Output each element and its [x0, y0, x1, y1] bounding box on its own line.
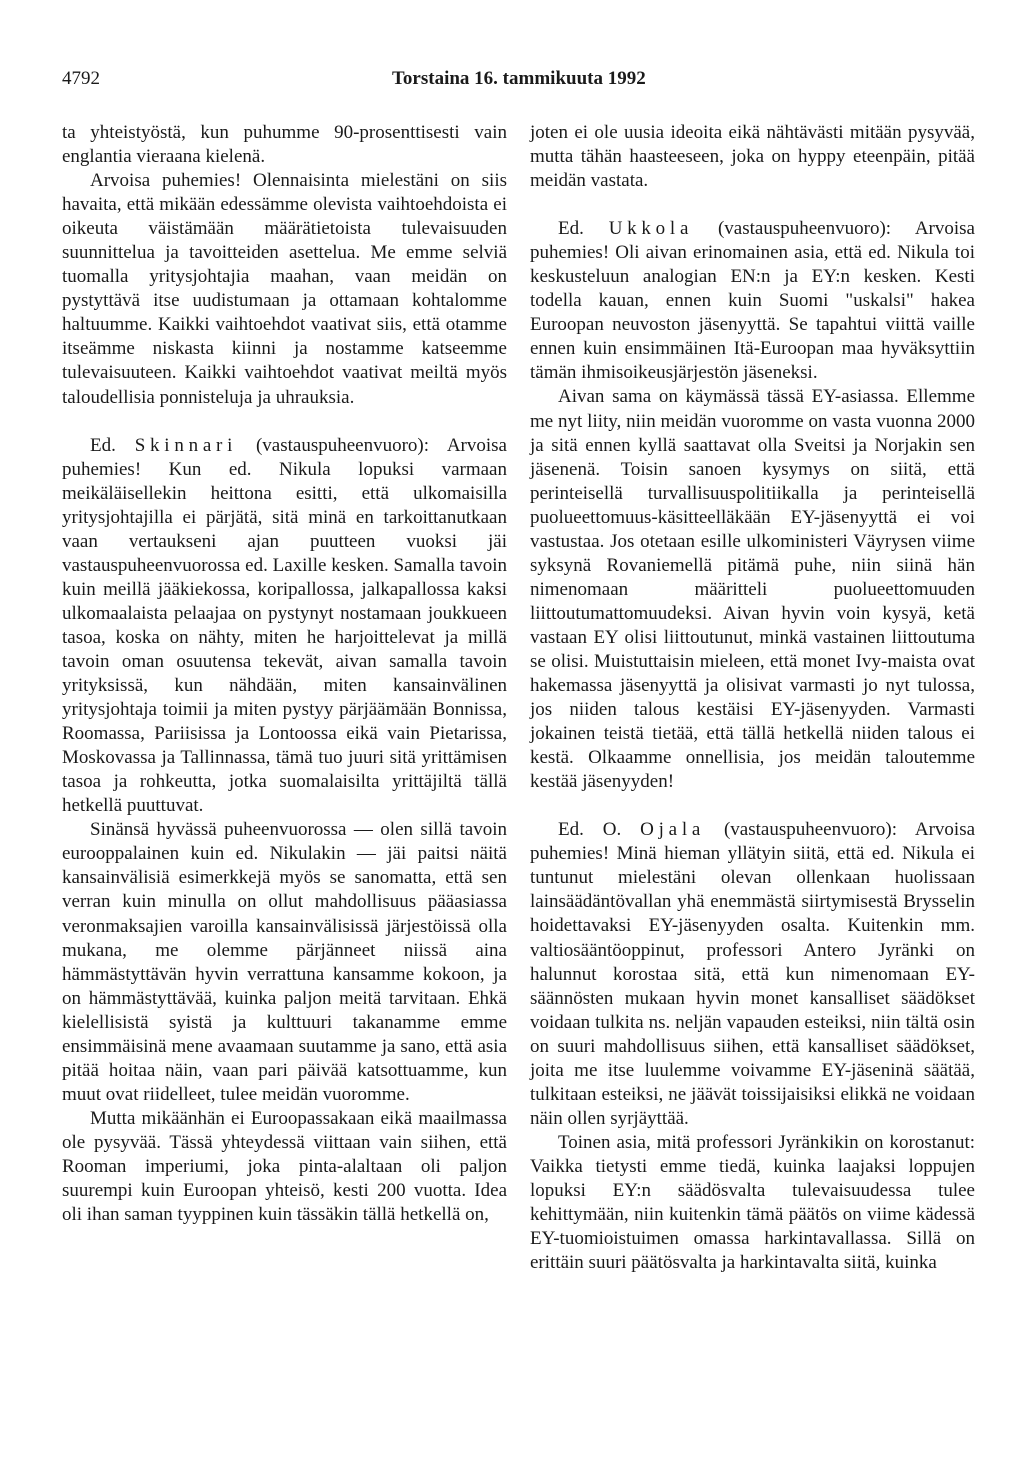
paragraph: ta yhteistyöstä, kun puhumme 90-prosenttisesti vain englantia vieraana kielenä.	[62, 122, 507, 168]
speaker-paragraph	[530, 818, 975, 1131]
speaker-paragraph	[530, 217, 975, 385]
speaker-name: Ukkola	[608, 218, 694, 240]
paragraph: Aivan sama on käymässä tässä EY-asiassa. Ellemme me nyt liity, niin meidän vuoromme on vasta vuonna 2000 ja sitä ennen kyllä saattavat olla Sveitsi ja Norjakin sen jäsenenä. Toisin sanoen kysymys on siitä, että perinteisellä turvallisuuspolitiikalla ja perinteisellä puolueettomuus-käsitteelläkään EY-jäsenyyttä ei voi vastustaa. Jos otetaan esille ulkoministeri Väyrysen viime syksynä Rovaniemellä pitämä puhe, niin siinä hän nimenomaan määritteli puolueettomuuden liittoutumattomuudeksi. Aivan hyvin voin kysyä, ketä vastaan EY olisi liittoutunut, minkä vastainen liittoutuma se olisi. Muistuttaisin mieleen, että monet Ivy-maista ovat hakemassa jäsenyyttä ja olisivat varmasti jo nyt tulossa, jos niiden talous kestäisi EY-jäsenyyden. Varmasti jokainen teistä tietää, että tällä hetkellä niiden talous ei kestä. Olkaamme onnellisia, jos meidän taloutemme kestää jäsenyyden!	[530, 386, 975, 793]
paragraph: joten ei ole uusia ideoita eikä nähtävästi mitään pysyvää, mutta tähän haasteeseen, joka on hyppy eteenpäin, pitää meidän vastata.	[530, 122, 975, 192]
speech-text: (vastauspuheenvuoro): Arvoisa puhemies! Kun ed. Nikula lopuksi varmaan meikäläisellekin heittona esitti, että ulkomaisilla yritysjohtajilla ei pärjätä, sitä minä en tarkoittanutkaan vaan vertaukseni ajan puutteen vuoksi jäi vastauspuheenvuorossa ed. Laxille kesken. Samalla tavoin kuin meillä jääkiekossa, koripallossa, jalkapallossa kaksi ulkomaalaista pelaajaa on pystynyt nostamaan joukkueen tasoa, koska on nähty, miten he harjoittelevat ja millä tavoin oman osuutensa tekevät, aivan samalla tavoin yrityksissä, kun nähdään, miten kansainvälinen yritysjohtaja toimii ja miten pystyy pärjäämään Bonnissa, Roomassa, Pariisissa ja Lontoossa eikä vain Pietarissa, Moskovassa ja Tallinnassa, tämä tuo juuri sitä yrittämisen tasoa ja rohkeutta, jotka suomalaisilta yrittäjiltä tällä hetkellä puuttuvat.	[62, 434, 507, 817]
paragraph: Toinen asia, mitä professori Jyränkikin on korostanut: Vaikka tietysti emme tiedä, kuinka laajaksi loppujen lopuksi EY:n säädösvalta tulevaisuudessa tulee kehittymään, niin kuitenkin tämä päätös on viime kädessä EY-tuomioistuimen omassa harkintavallassa. Sillä on erittäin suuri päätösvalta ja harkintavalta siitä, kuinka	[530, 1131, 975, 1274]
speaker-prefix: Ed.	[90, 434, 116, 456]
left-column	[62, 121, 507, 1227]
speaker-prefix: Ed. O.	[558, 819, 622, 841]
speaker-name: Skinnari	[134, 434, 238, 456]
page-number: 4792	[62, 68, 100, 89]
running-title: Torstaina 16. tammikuuta 1992	[392, 68, 646, 89]
speech-text: (vastauspuheenvuoro): Arvoisa puhemies! Oli aivan erinomainen asia, että ed. Nikula toi keskusteluun analogian EN:n ja EY:n kesken. Kesti todella kauan, ennen kuin Suomi "uskalsi" hakea Euroopan neuvoston jäsenyyttä. Se tapahtui viittä vaille ennen kuin ensimmäinen Itä-Euroopan maa hyväksyttiin tämän ihmisoikeusjärjestön jäseneksi.	[530, 218, 975, 384]
speaker-paragraph	[62, 434, 507, 819]
paragraph: Arvoisa puhemies! Olennaisinta mielestäni on siis havaita, että mikään edessämme olevista vaihtoehdoista ei oikeuta väistämään määrätietoista tulevaisuuden suunnittelua ja tavoitteiden asettelua. Me emme selviä tuomalla yritysjohtajia maahan, vaan meidän on pystyttävä itse uudistumaan ja ottamaan kohtalomme haltuumme. Kaikki vaihtoehdot vaativat siis, että otamme itseämme niskasta kiinni ja nostamme katseemme tulevaisuuteen. Kaikki vaihtoehdot vaativat meiltä myös taloudellisia ponnisteluja ja uhrauksia.	[62, 170, 507, 408]
paragraph: Sinänsä hyvässä puheenvuorossa — olen sillä tavoin eurooppalainen kuin ed. Nikulakin — jäi paitsi näitä kansainvälisiä esimerkkejä myös se sanomatta, että sen verran kuin minulla on ollut mahdollisuus pääasiassa veronmaksajien varoilla kansainvälisissä järjestöissä olla mukana, me olemme pärjänneet niissä aina hämmästyttävän hyvin verrattuna kansamme kokoon, ja on hämmästyttävää, kuinka paljon meitä tarvitaan. Ehkä kielellisistä syistä ja kulttuuri takanamme emme ensimmäisinä mene avaamaan suutamme ja sano, että asia pitää hoitaa näin, vaan pari päivää katsottuamme, kun muut ovat riidelleet, tulee meidän vuoromme.	[62, 819, 507, 1105]
page-header	[62, 68, 972, 94]
speaker-name: Ojala	[640, 819, 706, 841]
paragraph: Mutta mikäänhän ei Euroopassakaan eikä maailmassa ole pysyvää. Tässä yhteydessä viittaan vain siihen, että Rooman imperiumi, joka pinta-alaltaan oli paljon suurempi kuin Euroopan yhteisö, kesti 200 vuotta. Idea oli ihan saman tyyppinen kuin tässäkin tällä hetkellä on,	[62, 1107, 507, 1226]
right-column	[530, 121, 975, 1275]
speaker-prefix: Ed.	[558, 218, 584, 240]
speech-text: (vastauspuheenvuoro): Arvoisa puhemies! Minä hieman yllätyin siitä, että ed. Nikula ei tuntunut mielestäni olevan ollenkaan huolissaan lainsäädäntövallan yhä enemmästä siirtymisestä Brysselin hoidettavaksi EY-jäsenyyden osalta. Kuitenkin mm. valtiosääntöoppinut, professori Antero Jyränki on halunnut korostaa sitä, että kun nimenomaan EY-säännösten mukaan hyvin monet kansalliset säädökset voidaan tulkita ns. neljän vapauden esteiksi, niin tältä osin on suuri mahdollisuus siihen, että kansalliset säädökset, joita me itse luulemme voivamme EY-jäseninä säätää, tulkitaan esteiksi, ne jäävät toissijaisiksi elikkä ne voidaan näin ollen syrjäyttää.	[530, 819, 976, 1129]
